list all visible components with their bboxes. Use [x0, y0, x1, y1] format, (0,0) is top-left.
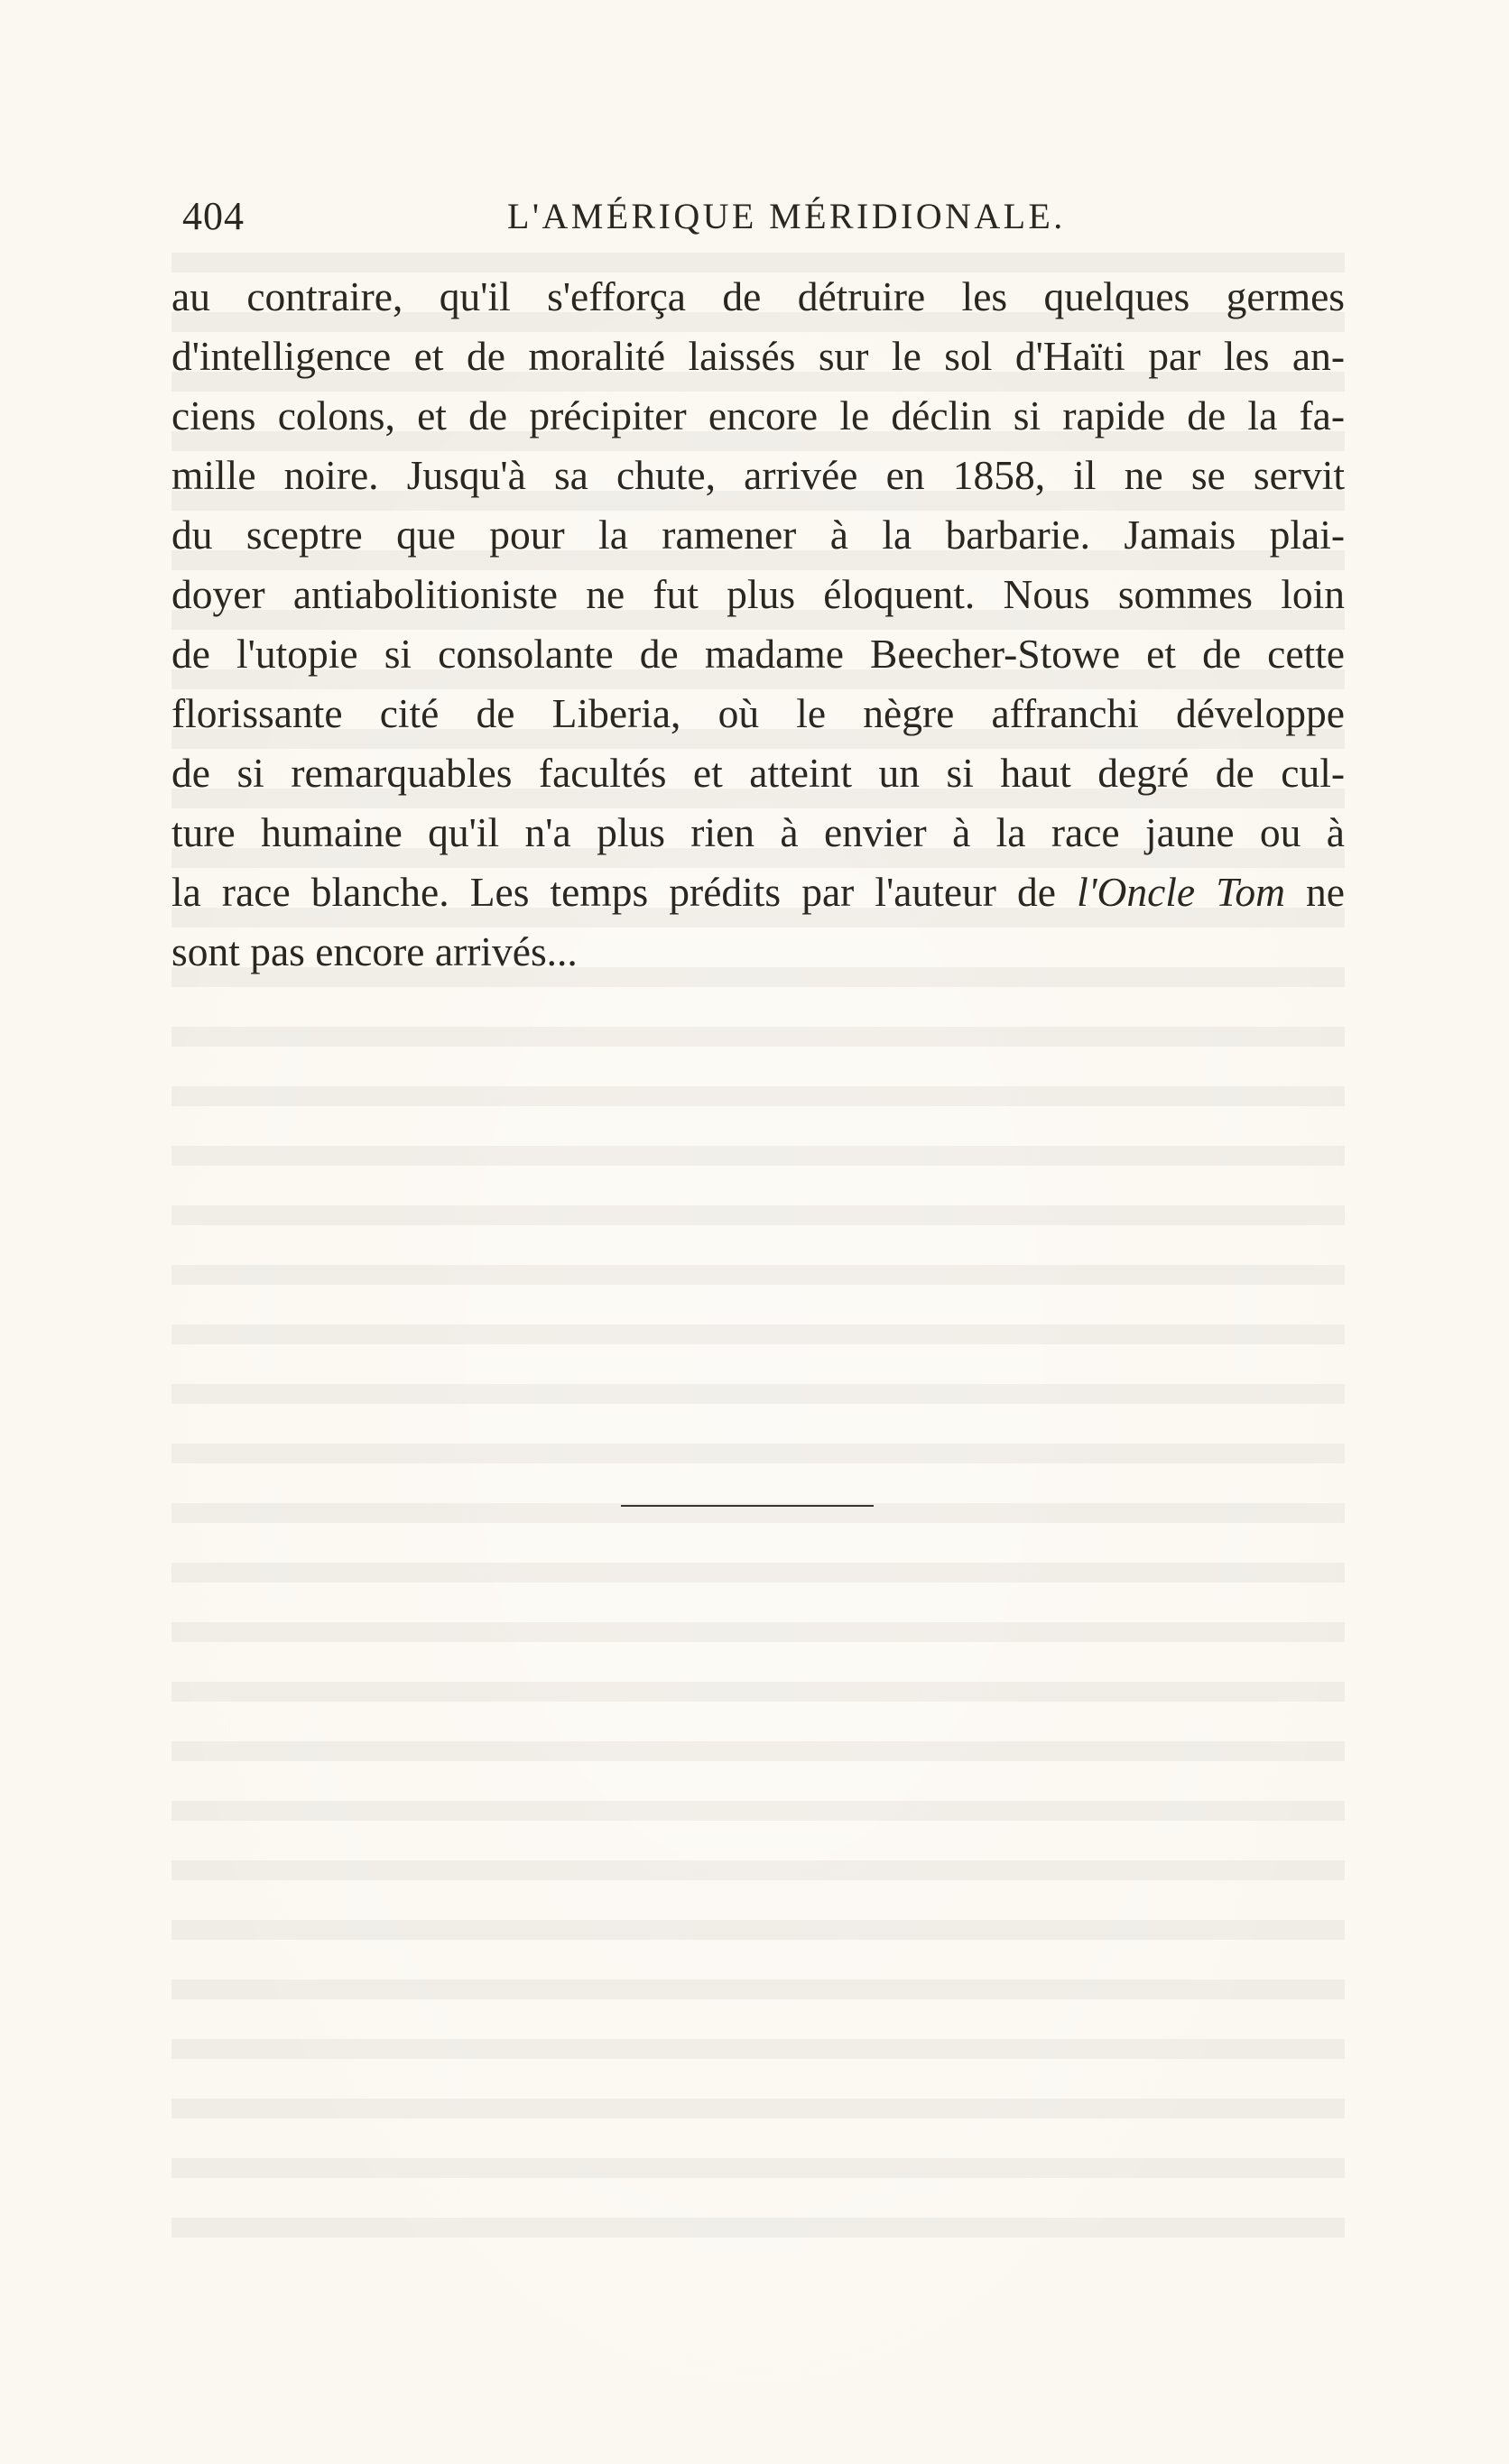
page-header	[0, 191, 1509, 242]
text-line: de si remarquables facultés et atteint un si haut degré de cul-	[171, 750, 1345, 796]
text-line: florissante cité de Liberia, où le nègre affranchi développe	[171, 690, 1345, 736]
text-line-last: sont pas encore arrivés...	[171, 928, 578, 974]
page-number: 404	[182, 194, 245, 238]
text-segment: la race blanche. Les temps prédits par l'auteur de	[171, 869, 1078, 915]
running-title: L'AMÉRIQUE MÉRIDIONALE.	[507, 196, 1066, 236]
text-segment: ne	[1284, 869, 1345, 915]
text-line: de l'utopie si consolante de madame Beecher-Stowe et de cette	[171, 631, 1345, 677]
text-line: d'intelligence et de moralité laissés sur le sol d'Haïti par les an-	[171, 333, 1345, 379]
text-line: doyer antiabolitioniste ne fut plus éloquent. Nous sommes loin	[171, 571, 1345, 617]
book-title-italic: l'Oncle Tom	[1077, 869, 1285, 915]
text-line-with-title	[171, 863, 1345, 922]
text-line: au contraire, qu'il s'efforça de détruire les quelques germes	[171, 273, 1345, 319]
section-divider-rule	[621, 1505, 874, 1507]
body-paragraph	[171, 267, 1345, 982]
text-line: ciens colons, et de précipiter encore le déclin si rapide de la fa-	[171, 392, 1345, 438]
text-line: du sceptre que pour la ramener à la barbarie. Jamais plai-	[171, 512, 1345, 558]
text-line: ture humaine qu'il n'a plus rien à envier à la race jaune ou à	[171, 809, 1345, 855]
text-line: mille noire. Jusqu'à sa chute, arrivée en 1858, il ne se servit	[171, 452, 1345, 498]
